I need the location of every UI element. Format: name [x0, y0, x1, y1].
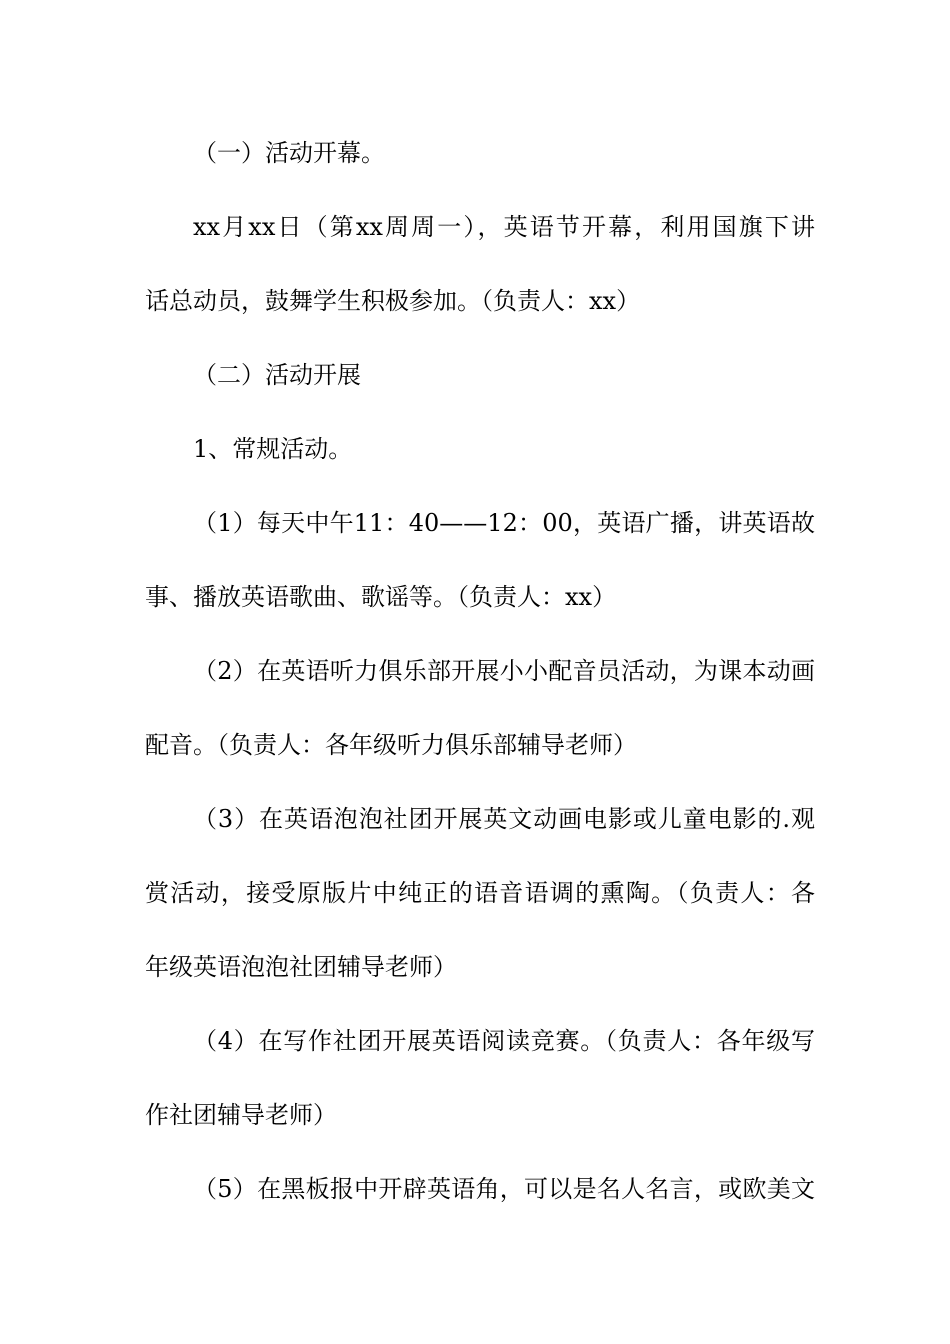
paragraph-line: （4）在写作社团开展英语阅读竞赛。（负责人：各年级写	[193, 1027, 815, 1055]
paragraph-line: 话总动员，鼓舞学生积极参加。（负责人：xx）	[145, 287, 641, 315]
paragraph-line: （3）在英语泡泡社团开展英文动画电影或儿童电影的.观	[193, 805, 815, 833]
paragraph-line: 配音。（负责人：各年级听力俱乐部辅导老师）	[145, 731, 637, 759]
section-heading-activities: （二）活动开展	[193, 361, 361, 389]
paragraph-line: （1）每天中午11：40——12：00，英语广播，讲英语故	[193, 509, 815, 537]
subsection-heading: 1、常规活动。	[193, 435, 353, 463]
section-heading-opening: （一）活动开幕。	[193, 139, 385, 167]
paragraph-line: （5）在黑板报中开辟英语角，可以是名人名言，或欧美文	[193, 1175, 815, 1203]
paragraph-line: 赏活动，接受原版片中纯正的语音语调的熏陶。（负责人：各	[145, 879, 815, 907]
paragraph-line: 年级英语泡泡社团辅导老师）	[145, 953, 457, 981]
paragraph-line: 作社团辅导老师）	[145, 1101, 337, 1129]
paragraph-line: （2）在英语听力俱乐部开展小小配音员活动，为课本动画	[193, 657, 815, 685]
paragraph-line: 事、播放英语歌曲、歌谣等。（负责人：xx）	[145, 583, 617, 611]
paragraph-line: xx月xx日（第xx周周一），英语节开幕，利用国旗下讲	[193, 213, 815, 241]
